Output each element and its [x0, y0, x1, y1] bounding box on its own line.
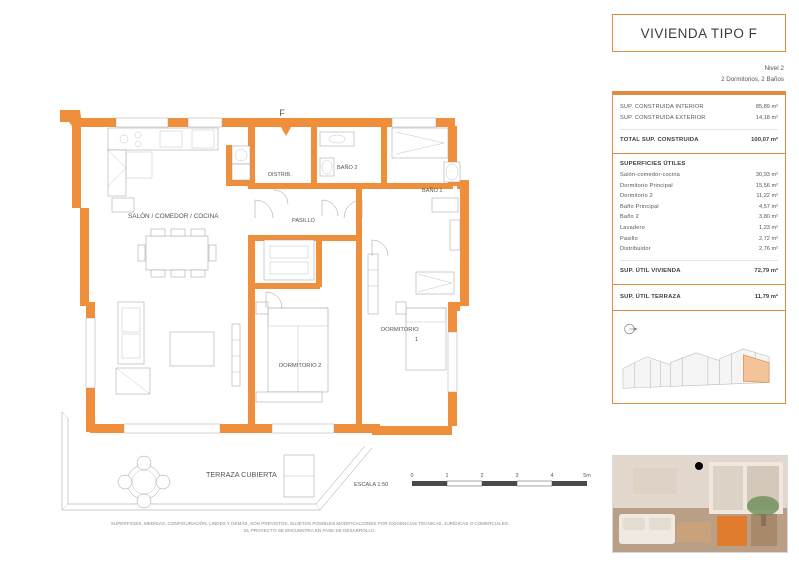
- label-dormitorio-1: DORMITORIO: [381, 327, 419, 333]
- label-distrib: DISTRIB.: [268, 172, 292, 178]
- scale-tick-3: 3: [515, 473, 519, 479]
- built-interior-value: 85,89 m²: [755, 104, 778, 111]
- scale-label: ESCALA 1:50: [354, 482, 389, 488]
- interior-photo: [612, 455, 788, 553]
- label-bano-2: BAÑO 2: [337, 165, 358, 171]
- dining-table: [138, 229, 216, 277]
- useful-row: [620, 202, 778, 213]
- built-exterior-value: 14,18 m²: [755, 115, 778, 122]
- useful-label-6: Pasillo: [620, 235, 638, 242]
- built-total-value: 100,07 m²: [751, 136, 778, 143]
- plan-svg: [20, 40, 600, 540]
- terrace-furniture: [118, 455, 314, 508]
- useful-value-0: 30,93 m²: [755, 171, 778, 178]
- scale-tick-4: 4: [550, 473, 554, 479]
- entry-marker: [278, 122, 294, 136]
- kitchen-fixtures: [108, 128, 218, 212]
- label-salon: SALÓN / COMEDOR / COCINA: [128, 213, 219, 220]
- bedroom-1-furniture: [368, 254, 454, 370]
- useful-area-block: [612, 154, 786, 285]
- built-interior-label: SUP. CONSTRUIDA INTERIOR: [620, 104, 704, 111]
- laundry: [232, 146, 250, 180]
- useful-label-3: Baño Principal: [620, 203, 659, 210]
- scale-tick-0: 0: [410, 473, 414, 479]
- unit-rooms: 2 Dormitorios, 2 Baños: [721, 75, 784, 83]
- label-dormitorio-2: DORMITORIO 2: [279, 363, 322, 369]
- useful-row: [620, 223, 778, 234]
- useful-value-4: 3,80 m²: [759, 214, 778, 221]
- built-area-block: [612, 94, 786, 153]
- scale-bar: [411, 473, 592, 486]
- disclaimer: [40, 520, 580, 535]
- label-bano-1: BAÑO 1: [422, 188, 443, 194]
- useful-label-7: Distribuidor: [620, 246, 651, 253]
- built-total-row: [620, 135, 778, 146]
- key-plan: [612, 311, 786, 404]
- label-pasillo: PASILLO: [292, 218, 315, 224]
- disclaimer-line-1: SUPERFICIES, MEDIDAS, CONFIGURACIÓN, LINDES Y DEMÁS, SON PREVISTOS, SUJETOS POSIBLES MODIFICACIONES POR EXIGENCIAS TÉCNICAS, JURÍDICAS O COMERCIALES.: [110, 521, 510, 526]
- divider: [620, 129, 778, 130]
- useful-total-row: [620, 266, 778, 277]
- unit-title-box: [612, 14, 786, 52]
- useful-label-4: Baño 2: [620, 214, 639, 221]
- useful-value-1: 15,56 m²: [755, 182, 778, 189]
- terrace-value: 11,79 m²: [754, 294, 778, 301]
- label-dormitorio-1-number: 1: [415, 337, 419, 343]
- useful-label-2: Dormitorio 2: [620, 193, 653, 200]
- useful-value-2: 11,22 m²: [756, 193, 778, 200]
- useful-value-7: 2,76 m²: [759, 246, 778, 253]
- useful-label-5: Lavadero: [620, 225, 645, 232]
- built-row: [620, 113, 778, 124]
- terrace-label: SUP. ÚTIL TERRAZA: [620, 294, 681, 301]
- useful-total-label: SUP. ÚTIL VIVIENDA: [620, 267, 681, 274]
- disclaimer-line-2: EL PROYECTO SE ENCUENTRA EN FASE DE DESARROLLO.: [244, 528, 376, 534]
- useful-row: [620, 234, 778, 245]
- scale-tick-2: 2: [480, 473, 484, 479]
- terrace-block: [612, 285, 786, 311]
- useful-total-value: 72,79 m²: [754, 267, 778, 274]
- useful-row: [620, 181, 778, 192]
- useful-value-6: 2,72 m²: [759, 235, 778, 242]
- key-plan-diagram: [621, 339, 777, 392]
- unit-level-block: [612, 64, 786, 85]
- terrace-row: [620, 292, 778, 303]
- floor-plan: [20, 40, 600, 540]
- unit-level: Nivel 2: [764, 65, 784, 72]
- useful-label-1: Dormitorio Principal: [620, 182, 673, 189]
- useful-row: [620, 191, 778, 202]
- useful-value-5: 1,23 m²: [759, 225, 778, 232]
- north-arrow-icon: [623, 321, 639, 337]
- useful-row: [620, 212, 778, 223]
- info-panel: [612, 14, 786, 404]
- useful-row: [620, 170, 778, 181]
- divider: [620, 260, 778, 261]
- label-terraza: TERRAZA CUBIERTA: [206, 470, 277, 479]
- bedroom-2-furniture: [256, 302, 328, 402]
- built-row: [620, 102, 778, 113]
- built-total-label: TOTAL SUP. CONSTRUIDA: [620, 136, 699, 143]
- useful-value-3: 4,57 m²: [759, 203, 778, 210]
- useful-label-0: Salón-comedor-cocina: [620, 171, 680, 178]
- built-exterior-label: SUP. CONSTRUIDA EXTERIOR: [620, 115, 706, 122]
- living-furniture: [116, 302, 240, 394]
- hall-details: [264, 240, 314, 280]
- entry-label: F: [279, 108, 285, 118]
- interior-photo-art: [613, 456, 787, 552]
- useful-heading: SUPERFICIES ÚTILES: [620, 160, 686, 167]
- scale-tick-5: 5m: [583, 473, 591, 479]
- scale-tick-1: 1: [445, 473, 449, 479]
- unit-title: VIVIENDA TIPO F: [640, 25, 758, 41]
- useful-row: [620, 244, 778, 255]
